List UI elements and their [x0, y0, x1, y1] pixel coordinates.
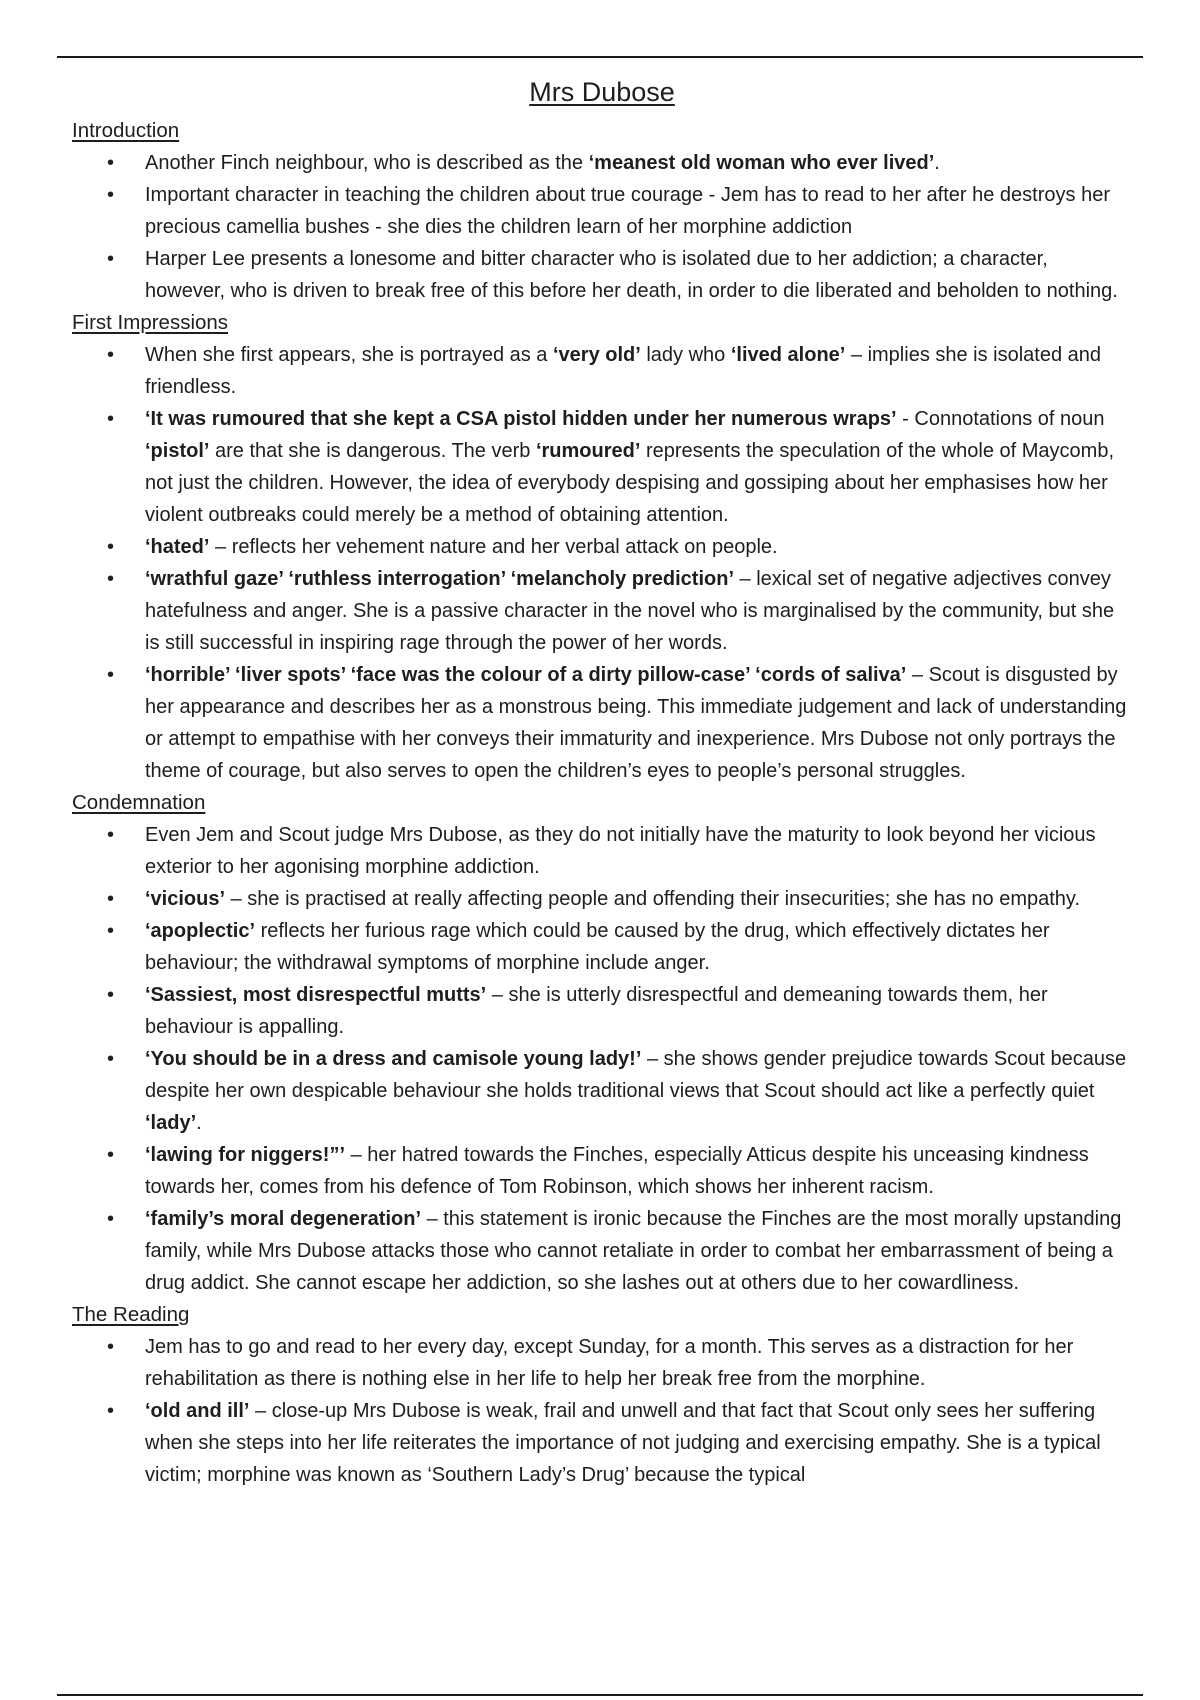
body-text: are that she is dangerous. The verb [209, 440, 536, 462]
bullet-item [145, 147, 1132, 179]
body-text: . [196, 1112, 202, 1134]
body-text: – her hatred towards the Finches, especially Atticus despite his unceasing kindness towards her, comes from his defence of Tom Robinson, which shows her inherent racism. [145, 1144, 1089, 1198]
bullet-list [72, 147, 1132, 307]
body-text: reflects her furious rage which could be caused by the drug, which effectively dictates her behaviour; the withdrawal symptoms of morphine include anger. [145, 920, 1050, 974]
body-text: When she first appears, she is portrayed as a [145, 344, 553, 366]
body-text: – implies she is isolated and friendless. [145, 344, 1102, 398]
bullet-list [72, 1331, 1132, 1491]
body-text: lady who [640, 344, 731, 366]
section-heading: Condemnation [72, 791, 206, 814]
body-text: - Connotations of noun [896, 408, 1105, 430]
quote-text: ‘lived alone’ [730, 344, 846, 366]
body-text: – lexical set of negative adjectives convey hatefulness and anger. She is a passive character in the novel who is marginalised by the community, but she is still successful in inspiring rage through the power of her words. [145, 568, 1115, 654]
quote-text: ‘rumoured’ [535, 440, 641, 462]
quote-text: ‘old and ill’ [145, 1400, 250, 1422]
quote-text: ‘pistol’ [145, 440, 210, 462]
body-text: represents the speculation of the whole of Maycomb, not just the children. However, the idea of everybody despising and gossiping about her emphasises how her violent outbreaks could merely be a method of obtaining attention. [145, 440, 1114, 526]
bullet-item [145, 1395, 1132, 1491]
bullet-item [145, 883, 1132, 915]
page-title: Mrs Dubose [529, 77, 675, 107]
bullet-item [145, 531, 1132, 563]
body-text: – she is utterly disrespectful and demeaning towards them, her behaviour is appalling. [145, 984, 1048, 1038]
bullet-item [145, 915, 1132, 979]
quote-text: ‘apoplectic’ [145, 920, 256, 942]
body-text: – this statement is ironic because the Finches are the most morally upstanding family, while Mrs Dubose attacks those who cannot retaliate in order to combat her embarrassment of being a drug addict. She cannot escape her addiction, so she lashes out at others due to her cowardliness. [145, 1208, 1122, 1294]
quote-text: ‘Sassiest, most disrespectful mutts’ [145, 984, 487, 1006]
bullet-item [145, 979, 1132, 1043]
bullet-list [72, 339, 1132, 787]
quote-text: ‘family’s moral degeneration’ [145, 1208, 422, 1230]
quote-text: ‘hated’ [145, 536, 210, 558]
sections-container [72, 115, 1132, 1491]
body-text: Another Finch neighbour, who is described as the [145, 152, 589, 174]
bullet-item [145, 1203, 1132, 1299]
body-text: Even Jem and Scout judge Mrs Dubose, as they do not initially have the maturity to look beyond her vicious exterior to her agonising morphine addiction. [145, 824, 1096, 878]
bullet-item [145, 243, 1132, 307]
body-text: – close-up Mrs Dubose is weak, frail and unwell and that fact that Scout only sees her suffering when she steps into her life reiterates the importance of not judging and exercising empathy. She is a typical victim; morphine was known as ‘Southern Lady’s Drug’ because the typical [145, 1400, 1101, 1486]
bullet-item [145, 1139, 1132, 1203]
bullet-list [72, 819, 1132, 1299]
body-text: – Scout is disgusted by her appearance and describes her as a monstrous being. This immediate judgement and lack of understanding or attempt to empathise with her conveys their immaturity and inexperience. Mrs Dubose not only portrays the theme of courage, but also serves to open the children’s eyes to people’s personal struggles. [145, 664, 1127, 782]
quote-text: ‘very old’ [552, 344, 641, 366]
quote-text: ‘lawing for niggers!”’ [145, 1144, 346, 1166]
quote-text: ‘meanest old woman who ever lived’ [588, 152, 935, 174]
body-text: – she shows gender prejudice towards Scout because despite her own despicable behaviour she holds traditional views that Scout should act like a perfectly quiet [145, 1048, 1127, 1102]
section-heading: Introduction [72, 119, 180, 142]
body-text: – she is practised at really affecting people and offending their insecurities; she has no empathy. [225, 888, 1081, 910]
bullet-item [145, 339, 1132, 403]
bullet-item [145, 563, 1132, 659]
quote-text: ‘wrathful gaze’ ‘ruthless interrogation’ ‘melancholy prediction’ [145, 568, 734, 590]
body-text: Harper Lee presents a lonesome and bitter character who is isolated due to her addiction; a character, however, who is driven to break free of this before her death, in order to die liberated and beholden to nothing. [145, 248, 1118, 302]
body-text: . [934, 152, 940, 174]
bottom-rule [57, 1694, 1143, 1696]
bullet-item [145, 659, 1132, 787]
quote-text: ‘lady’ [145, 1112, 197, 1134]
body-text: Jem has to go and read to her every day, except Sunday, for a month. This serves as a distraction for her rehabilitation as there is nothing else in her life to help her break free from the morphine. [145, 1336, 1074, 1390]
bullet-item [145, 819, 1132, 883]
top-rule [57, 56, 1143, 58]
quote-text: ‘horrible’ ‘liver spots’ ‘face was the colour of a dirty pillow-case’ ‘cords of saliva’ [145, 664, 907, 686]
body-text: Important character in teaching the children about true courage - Jem has to read to her after he destroys her precious camellia bushes - she dies the children learn of her morphine addiction [145, 184, 1110, 238]
section-heading: The Reading [72, 1303, 190, 1326]
quote-text: ‘It was rumoured that she kept a CSA pistol hidden under her numerous wraps’ [145, 408, 897, 430]
bullet-item [145, 1331, 1132, 1395]
quote-text: ‘You should be in a dress and camisole young lady!’ [145, 1048, 642, 1070]
bullet-item [145, 1043, 1132, 1139]
bullet-item [145, 403, 1132, 531]
section-heading: First Impressions [72, 311, 229, 334]
bullet-item [145, 179, 1132, 243]
quote-text: ‘vicious’ [145, 888, 226, 910]
body-text: – reflects her vehement nature and her verbal attack on people. [209, 536, 778, 558]
document-page [72, 75, 1132, 1491]
